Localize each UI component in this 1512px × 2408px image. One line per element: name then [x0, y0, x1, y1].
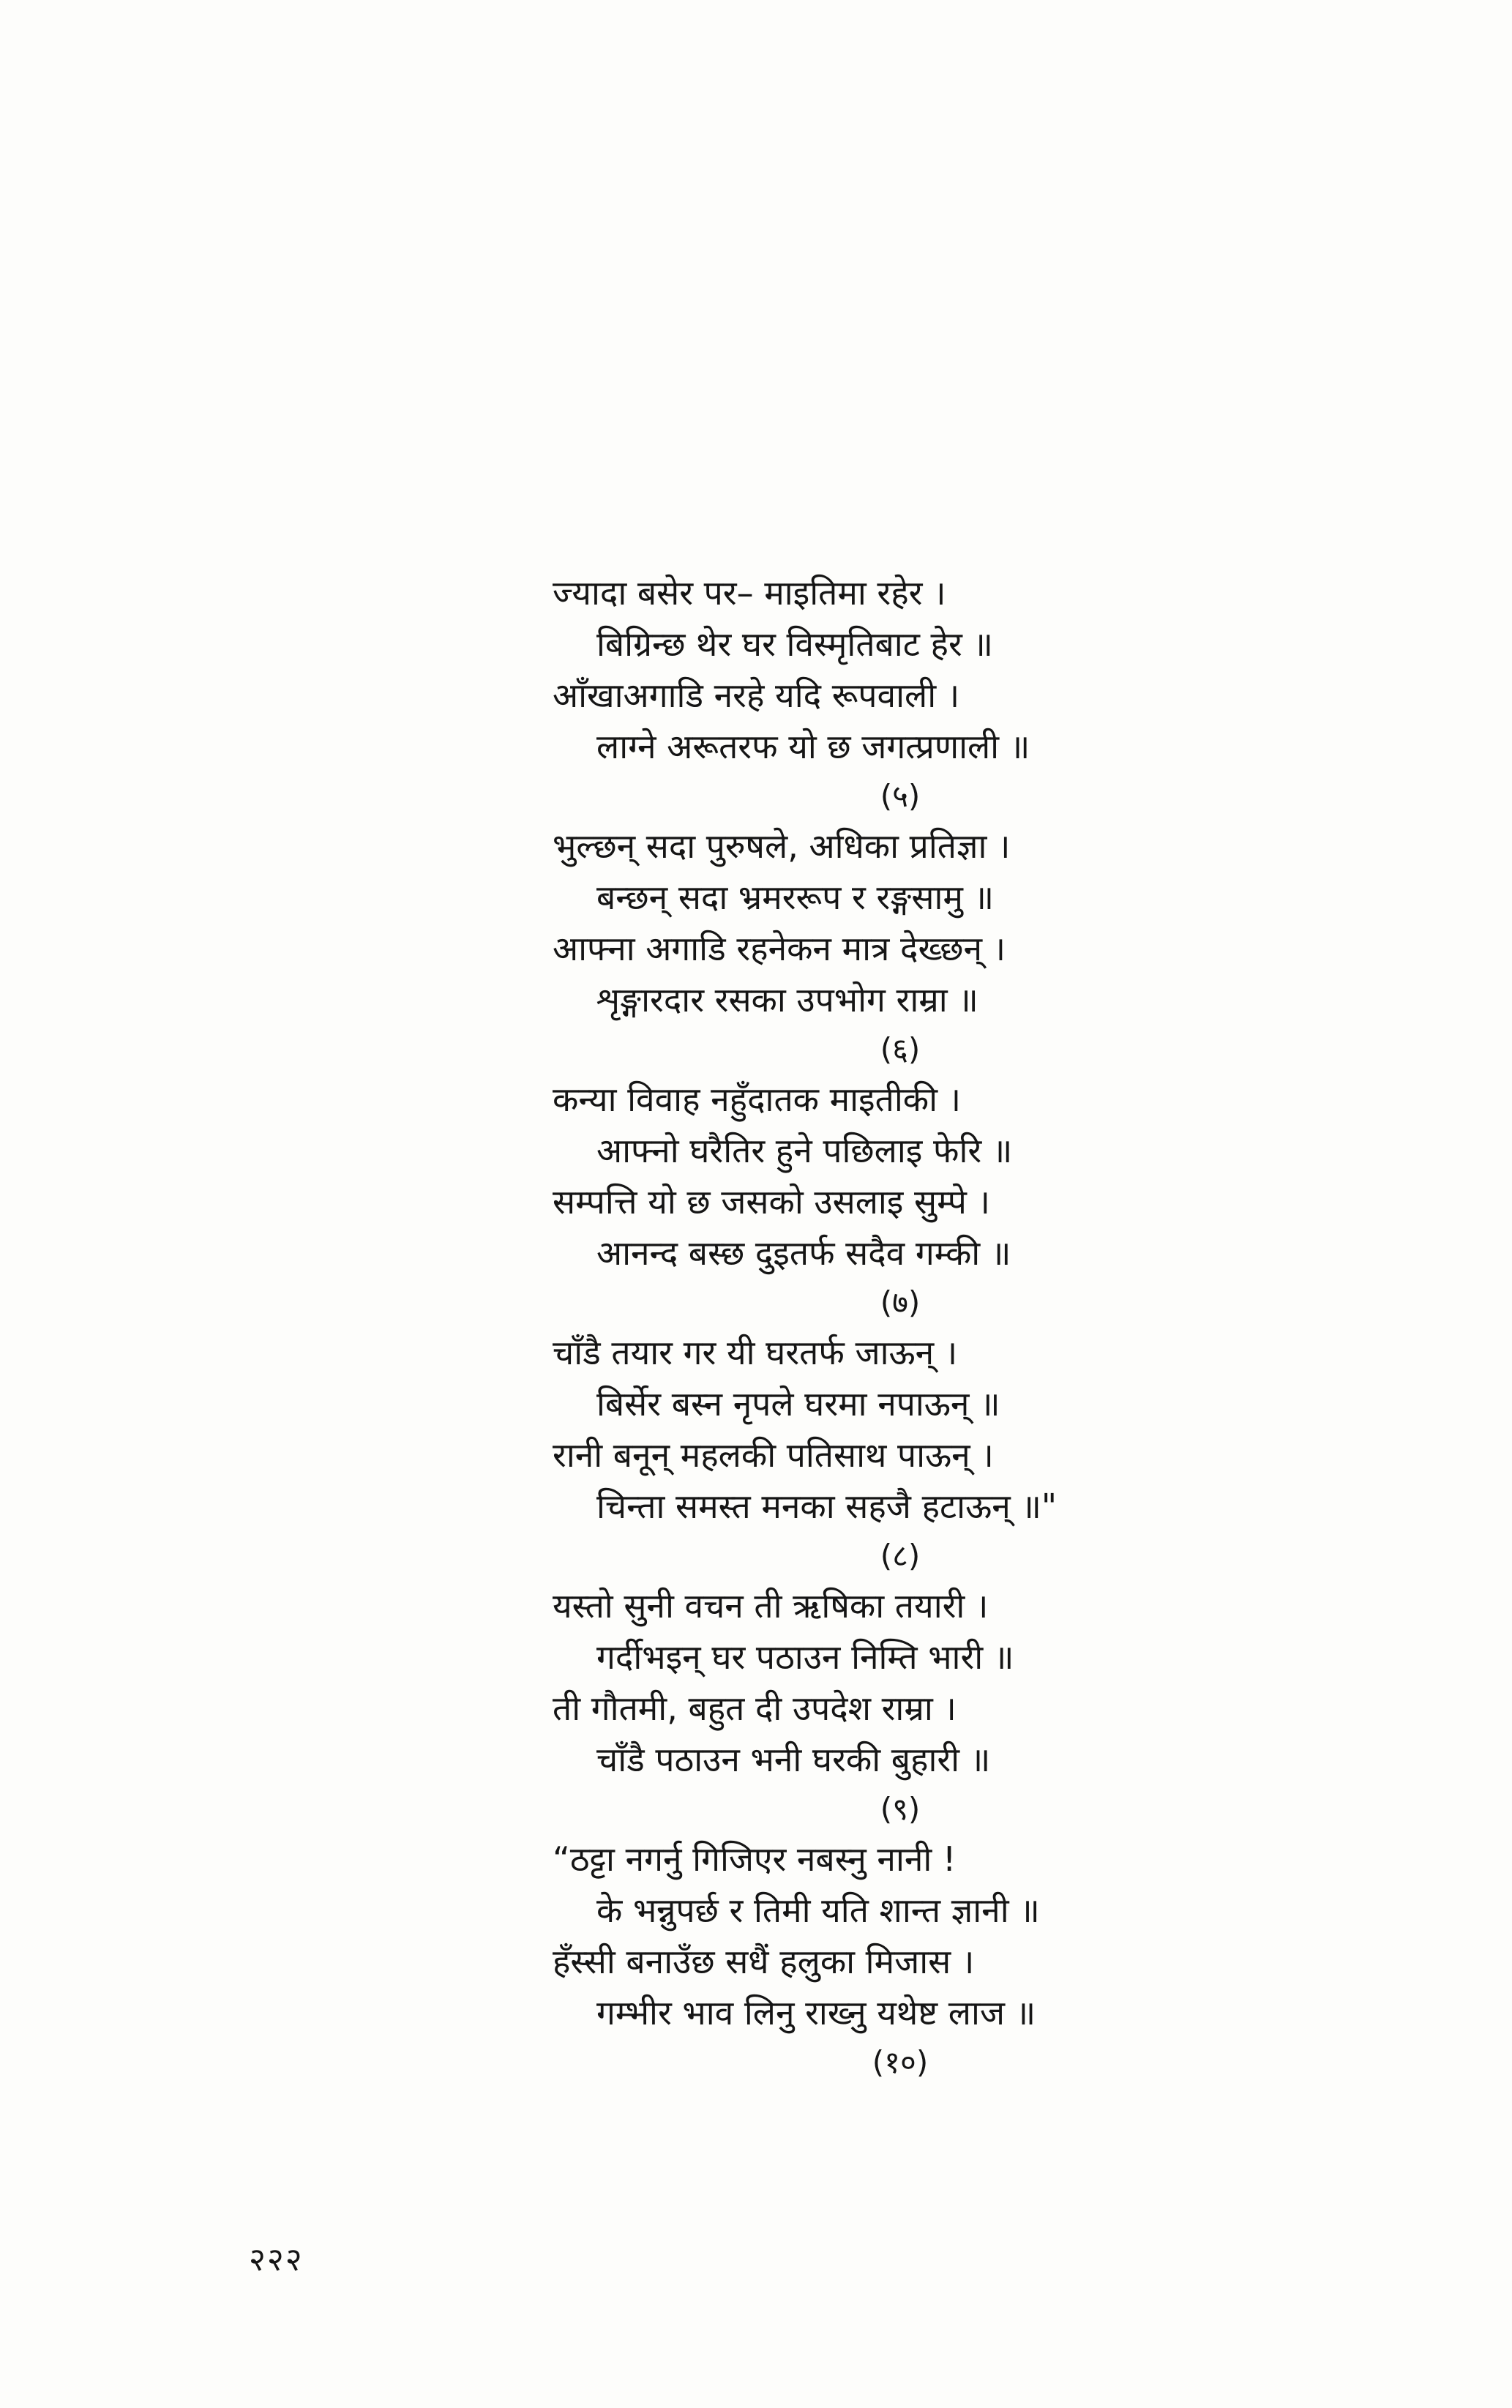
verse-line: के भन्नुपर्छ र तिमी यति शान्त ज्ञानी ॥ — [596, 1891, 1040, 1930]
stanza-number: (८) — [880, 1538, 921, 1574]
stanza-number: (९) — [880, 1791, 921, 1827]
page-number: २२२ — [249, 2241, 304, 2278]
poem-body — [553, 567, 1226, 2087]
verse-line: बन्छन् सदा भ्रमररूप र रङ्गसामु ॥ — [596, 878, 995, 917]
stanza-number: (६) — [880, 1031, 921, 1067]
verse-line: हँस्सी बनाउँछ सधैं हलुका मिजास । — [553, 1942, 975, 1981]
verse-line: चिन्ता समस्त मनका सहजै हटाऊन् ॥" — [596, 1487, 1058, 1526]
stanza — [553, 820, 1226, 1074]
verse-line: यस्तो सुनी वचन ती ऋषिका तयारी । — [553, 1586, 989, 1626]
verse-line: सम्पत्ति यो छ जसको उसलाइ सुम्पे । — [553, 1182, 990, 1222]
stanza — [553, 1074, 1226, 1327]
verse-line: ती गौतमी, बहुत दी उपदेश राम्रा । — [553, 1689, 957, 1728]
verse-line: चाँडै तयार गर यी घरतर्फ जाऊन् । — [553, 1333, 958, 1372]
stanza — [553, 1327, 1226, 1580]
stanza-number: (७) — [880, 1285, 921, 1320]
verse-line: ज्यादा बसेर पर– माइतिमा रहेर । — [553, 573, 946, 613]
verse-line: गम्भीर भाव लिनु राख्नु यथेष्ट लाज ॥ — [596, 1993, 1036, 2033]
stanza — [553, 1833, 1226, 2087]
verse-line: आफ्नो घरैतिर हुने पछिलाइ फेरि ॥ — [596, 1131, 1013, 1170]
verse-line: बिर्सेर बस्न नृपले घरमा नपाऊन् ॥ — [596, 1384, 1000, 1424]
verse-line: बिग्रिन्छ थेर घर विस्मृतिबाट हेर ॥ — [596, 624, 993, 664]
verse-line: आफ्ना अगाडि रहनेकन मात्र देख्छन् । — [553, 929, 1006, 968]
stanza — [553, 1580, 1226, 1833]
stanza — [553, 567, 1226, 820]
verse-line: आनन्द बस्छ दुइतर्फ सदैव गम्की ॥ — [596, 1233, 1011, 1273]
verse-line: “ठट्टा नगर्नु गिजिएर नबस्नु नानी ! — [553, 1839, 957, 1879]
verse-line: आँखाअगाडि नरहे यदि रूपवाली । — [553, 676, 960, 715]
stanza-number: (५) — [880, 778, 921, 814]
verse-line: शृङ्गारदार रसका उपभोग राम्रा ॥ — [596, 980, 978, 1020]
verse-line: चाँडै पठाउन भनी घरकी बुहारी ॥ — [596, 1740, 991, 1779]
verse-line: रानी बनून् महलकी पतिसाथ पाऊन् । — [553, 1435, 994, 1475]
verse-line: कन्या विवाह नहुँदातक माइतीकी । — [553, 1080, 962, 1119]
stanza-number: (१०) — [872, 2044, 929, 2080]
verse-line: गर्दीभइन् घर पठाउन निम्ति भारी ॥ — [596, 1637, 1014, 1677]
verse-line: भुल्छन् सदा पुरुषले, अधिका प्रतिज्ञा । — [553, 826, 1011, 866]
verse-line: लाग्ने अरूतरफ यो छ जगत्प्रणाली ॥ — [596, 727, 1030, 766]
